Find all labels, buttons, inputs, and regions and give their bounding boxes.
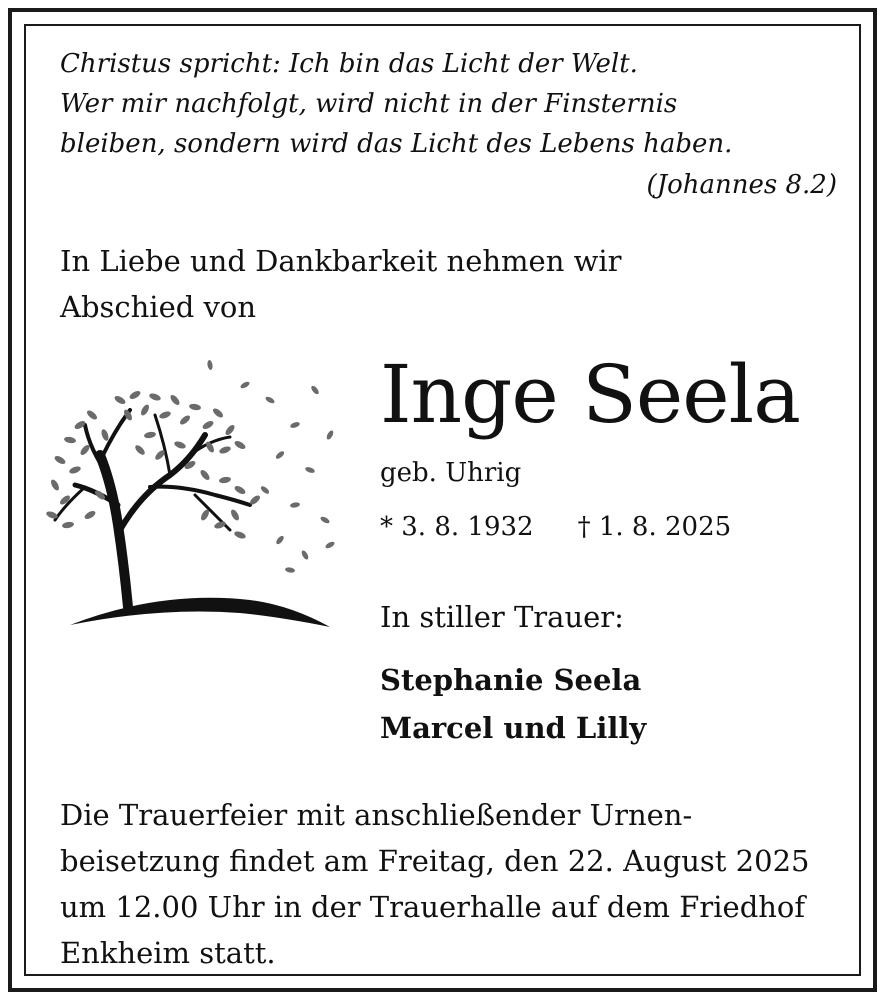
funeral-notice bbox=[60, 792, 809, 976]
funeral-line: beisetzung findet am Freitag, den 22. August 2025 bbox=[60, 844, 810, 878]
mourner-name: Marcel und Lilly bbox=[380, 711, 647, 745]
funeral-line: um 12.00 Uhr in der Trauerhalle auf dem Friedhof bbox=[60, 890, 806, 924]
mourner-name: Stephanie Seela bbox=[380, 663, 642, 697]
funeral-line: Die Trauerfeier mit anschließender Urnen- bbox=[60, 798, 693, 832]
birth-date: * 3. 8. 1932 bbox=[380, 512, 534, 542]
verse-line: Christus spricht: Ich bin das Licht der Welt. bbox=[60, 49, 638, 79]
verse-line: bleiben, sondern wird das Licht des Lebens haben. bbox=[60, 129, 733, 159]
mourning-label: In stiller Trauer: bbox=[380, 600, 624, 634]
bible-verse bbox=[60, 44, 840, 164]
verse-line: Wer mir nachfolgt, wird nicht in der Finsternis bbox=[60, 89, 678, 119]
intro-text bbox=[60, 238, 622, 330]
maiden-name: geb. Uhrig bbox=[380, 458, 522, 488]
windswept-tree-icon bbox=[40, 355, 350, 645]
life-dates bbox=[380, 512, 775, 542]
death-date: † 1. 8. 2025 bbox=[577, 512, 732, 542]
deceased-name: Inge Seela bbox=[380, 348, 800, 441]
intro-line: Abschied von bbox=[60, 290, 257, 324]
intro-line: In Liebe und Dankbarkeit nehmen wir bbox=[60, 244, 622, 278]
funeral-line: Enkheim statt. bbox=[60, 936, 276, 970]
mourners-list bbox=[380, 656, 646, 752]
verse-source: (Johannes 8.2) bbox=[646, 170, 837, 200]
